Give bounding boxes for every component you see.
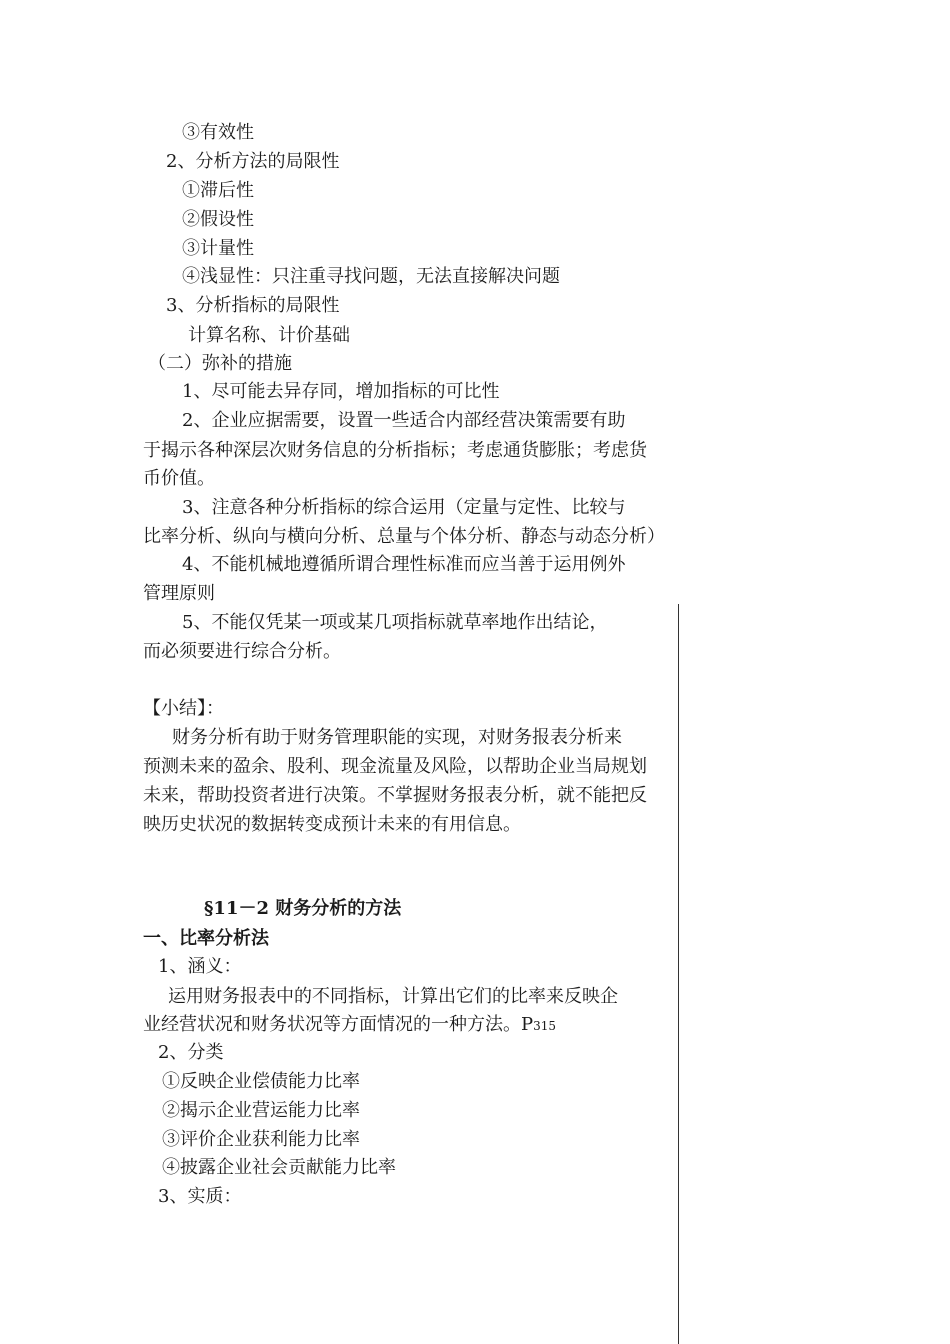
text-line: ②假设性 <box>182 209 254 230</box>
text-line: 预测未来的盈余、股利、现金流量及风险，以帮助企业当局规划 <box>143 756 647 777</box>
text-line: 未来，帮助投资者进行决策。不掌握财务报表分析，就不能把反 <box>143 785 647 806</box>
list-item: ②揭示企业营运能力比率 <box>162 1100 360 1121</box>
chapter-title: §11－2 财务分析的方法 <box>204 898 402 919</box>
section-heading: 一、比率分析法 <box>143 928 269 949</box>
vertical-divider <box>678 604 679 1344</box>
text-line: 2、分析方法的局限性 <box>166 151 340 172</box>
text-line: 管理原则 <box>143 583 215 604</box>
text-line-main: 业经营状况和财务状况等方面情况的一种方法。P <box>143 1014 534 1035</box>
text-line <box>143 1013 556 1038</box>
text-line: 财务分析有助于财务管理职能的实现，对财务报表分析来 <box>172 727 622 748</box>
list-item: ①反映企业偿债能力比率 <box>162 1071 360 1092</box>
text-line: ③计量性 <box>182 238 254 259</box>
list-item: ④披露企业社会贡献能力比率 <box>162 1157 396 1178</box>
text-line: 计算名称、计价基础 <box>188 325 350 346</box>
text-line: 比率分析、纵向与横向分析、总量与个体分析、静态与动态分析） <box>143 526 665 547</box>
list-item: ③评价企业获利能力比率 <box>162 1129 360 1150</box>
page-reference: 315 <box>533 1019 557 1033</box>
text-line: 于揭示各种深层次财务信息的分析指标；考虑通货膨胀；考虑货 <box>143 440 647 461</box>
text-line: 映历史状况的数据转变成预计未来的有用信息。 <box>143 814 521 835</box>
text-line: 运用财务报表中的不同指标，计算出它们的比率来反映企 <box>168 986 618 1007</box>
text-line: 4、不能机械地遵循所谓合理性标准而应当善于运用例外 <box>182 554 626 575</box>
text-line: 3、分析指标的局限性 <box>166 295 340 316</box>
text-line: 而必须要进行综合分析。 <box>143 641 341 662</box>
text-line: 1、尽可能去异存同，增加指标的可比性 <box>182 381 500 402</box>
text-line: 1、涵义： <box>158 956 242 977</box>
text-line: 3、注意各种分析指标的综合运用（定量与定性、比较与 <box>182 497 626 518</box>
text-line: 3、实质： <box>158 1186 242 1207</box>
text-line: ④浅显性：只注重寻找问题，无法直接解决问题 <box>182 266 560 287</box>
summary-heading: 【小结】： <box>143 698 224 719</box>
text-line: ③有效性 <box>182 122 254 143</box>
text-line: 2、分类 <box>158 1042 224 1063</box>
text-line: 5、不能仅凭某一项或某几项指标就草率地作出结论， <box>182 612 608 633</box>
text-line: 2、企业应据需要，设置一些适合内部经营决策需要有助 <box>182 410 626 431</box>
text-line: 币价值。 <box>143 468 215 489</box>
text-line: ①滞后性 <box>182 180 254 201</box>
section-heading: （二）弥补的措施 <box>148 353 292 374</box>
